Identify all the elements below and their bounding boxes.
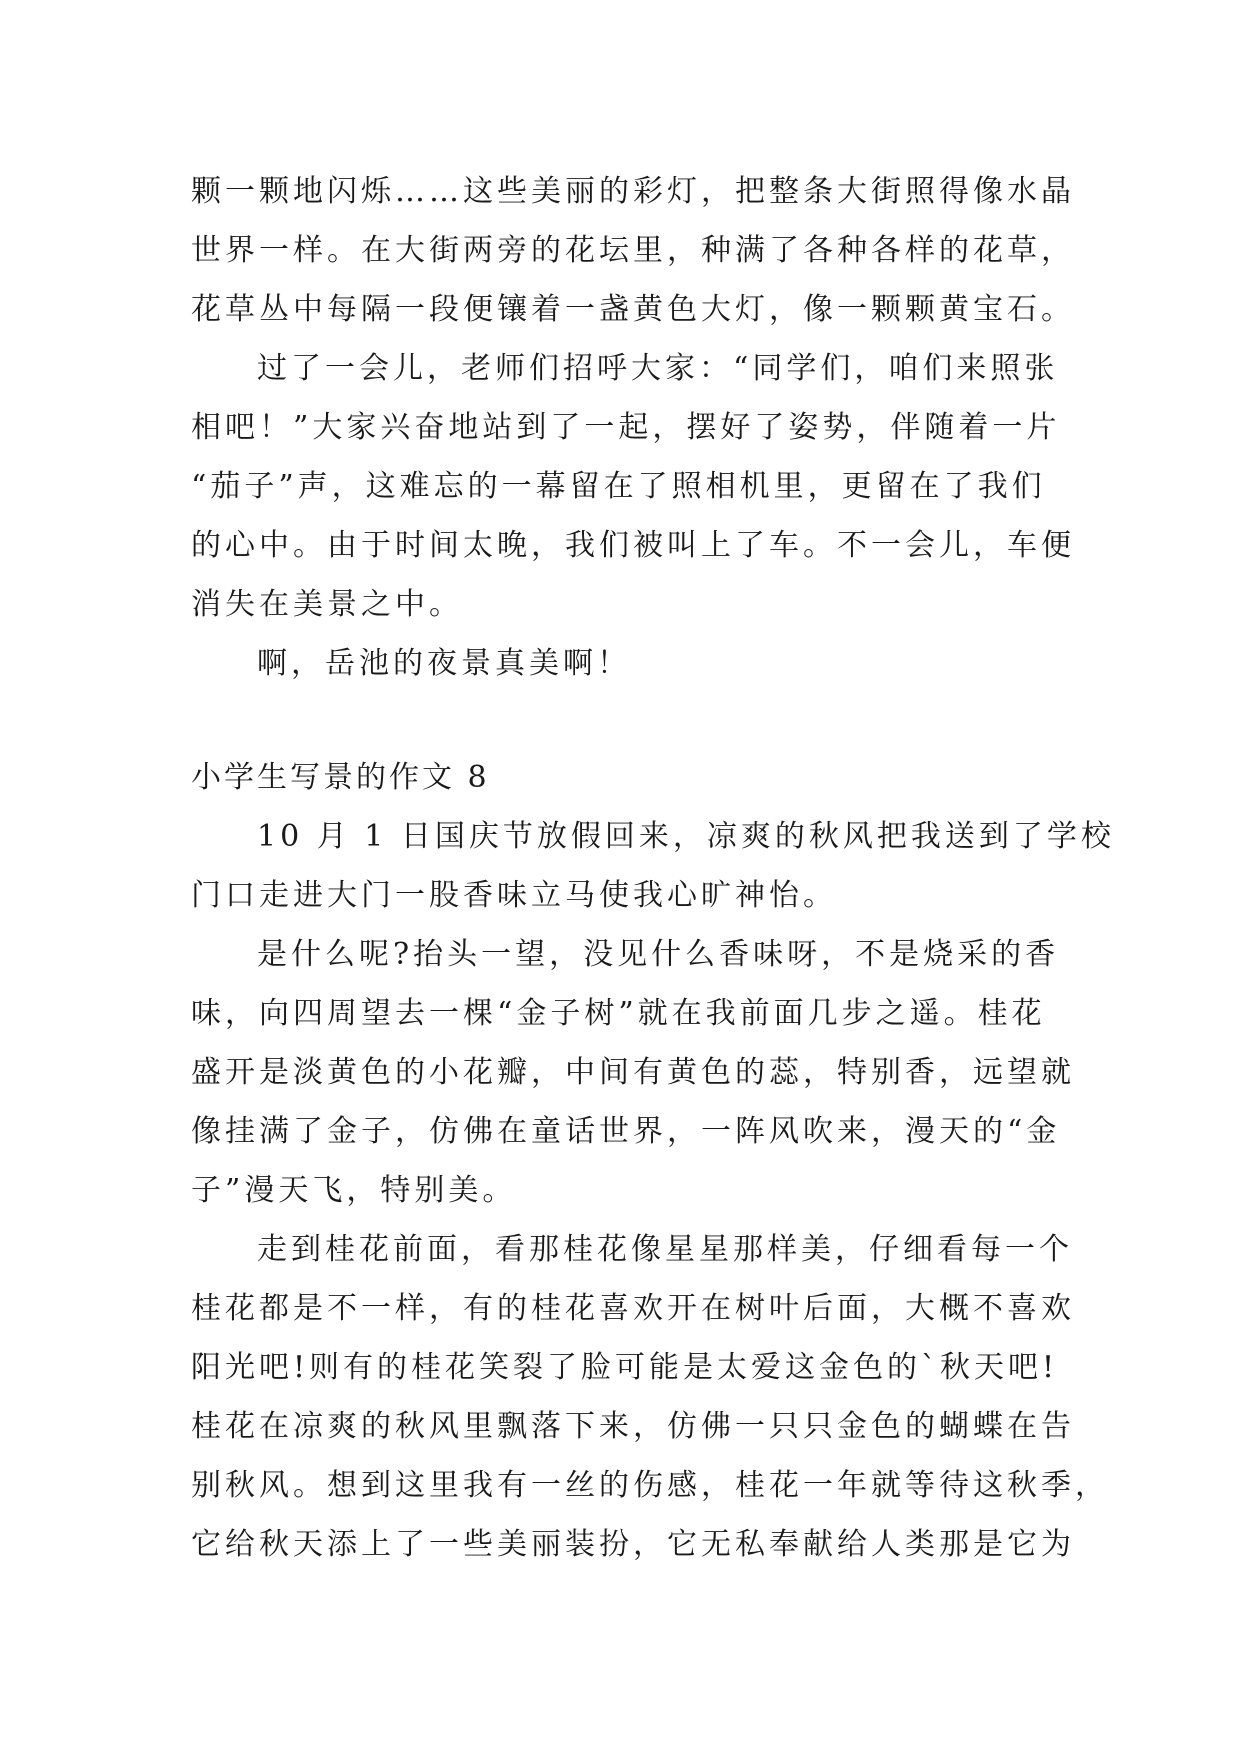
text-line: 世界一样。在大街两旁的花坛里，种满了各种各样的花草， (191, 233, 1075, 268)
text-line: 子”漫天飞，特别美。 (191, 1173, 517, 1208)
text-line: 门口走进大门一股香味立马使我心旷神怡。 (191, 878, 837, 913)
text-line: 味，向四周望去一棵“金子树”就在我前面几步之遥。桂花 (191, 996, 1046, 1031)
text-line: 的心中。由于时间太晚，我们被叫上了车。不一会儿，车便 (191, 528, 1075, 563)
text-line: “茄子”声，这难忘的一幕留在了照相机里，更留在了我们 (191, 469, 1046, 504)
text-line: 别秋风。想到这里我有一丝的伤感，桂花一年就等待这秋季， (191, 1468, 1109, 1503)
section-gap (191, 693, 1061, 748)
section-title: 小学生写景的作文 8 (191, 760, 490, 795)
text-line: 阳光吧!则有的桂花笑裂了脸可能是太爱这金色的`秋天吧! (191, 1350, 1059, 1385)
paragraph-start-line: 过了一会儿，老师们招呼大家：“同学们，咱们来照张 (257, 351, 1059, 386)
text-line: 消失在美景之中。 (191, 587, 463, 622)
text-line: 它给秋天添上了一些美丽装扮，它无私奉献给人类那是它为 (191, 1527, 1075, 1562)
text-line: 花草丛中每隔一段便镶着一盏黄色大灯，像一颗颗黄宝石。 (191, 292, 1075, 327)
article-body (191, 162, 1115, 1574)
text-line: 桂花都是不一样，有的桂花喜欢开在树叶后面，大概不喜欢 (191, 1291, 1075, 1326)
text-line: 相吧！”大家兴奋地站到了一起，摆好了姿势，伴随着一片 (191, 410, 1061, 445)
text-line: 颗一颗地闪烁……这些美丽的彩灯，把整条大街照得像水晶 (191, 174, 1075, 209)
paragraph-start-line: 走到桂花前面，看那桂花像星星那样美，仔细看每一个 (257, 1232, 1073, 1267)
text-line: 盛开是淡黄色的小花瓣，中间有黄色的蕊，特别香，远望就 (191, 1055, 1075, 1090)
paragraph-start-line: 啊，岳池的夜景真美啊！ (257, 646, 631, 681)
text-line: 桂花在凉爽的秋风里飘落下来，仿佛一只只金色的蝴蝶在告 (191, 1409, 1075, 1444)
paragraph-start-line: 10 月 1 日国庆节放假回来，凉爽的秋风把我送到了学校 (257, 819, 1115, 854)
paragraph-start-line: 是什么呢?抬头一望，没见什么香味呀，不是烧采的香 (257, 937, 1060, 972)
text-line: 像挂满了金子，仿佛在童话世界，一阵风吹来，漫天的“金 (191, 1114, 1061, 1149)
